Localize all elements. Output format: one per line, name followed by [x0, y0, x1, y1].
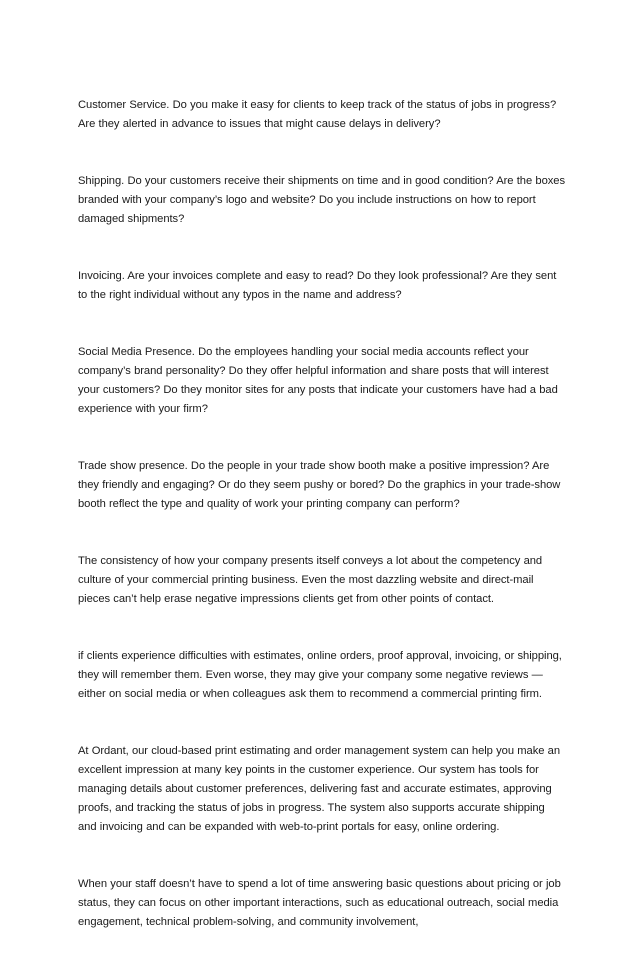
document-body: [78, 96, 566, 970]
paragraph-customer-service: Customer Service. Do you make it easy for clients to keep track of the status of jobs in progress? Are they alerted in advance to issues that might cause delays in delivery?: [78, 99, 557, 130]
paragraph-invoicing: Invoicing. Are your invoices complete and easy to read? Do they look professional? Are they sent to the right individual without any typos in the name and address?: [78, 270, 557, 301]
paragraph-social-media: Social Media Presence. Do the employees handling your social media accounts reflect your company’s brand personality? Do they offer helpful information and share posts that will interest your customers? Do they monitor sites for any posts that indicate your customers have had a bad experience with your firm?: [78, 346, 558, 415]
paragraph-trade-show: Trade show presence. Do the people in your trade show booth make a positive impression? Are they friendly and engaging? Or do they seem pushy or bored? Do the graphics in your trade-show booth reflect the type and quality of work your printing company can perform?: [78, 460, 561, 510]
paragraph-shipping: Shipping. Do your customers receive their shipments on time and in good condition? Are the boxes branded with your company’s logo and website? Do you include instructions on how to report damaged shipments?: [78, 175, 565, 225]
paragraph-ordant-system: At Ordant, our cloud-based print estimating and order management system can help you make an excellent impression at many key points in the customer experience. Our system has tools for managing details about customer preferences, delivering fast and accurate estimates, approving proofs, and tracking the status of jobs in progress. The system also supports accurate shipping and invoicing and can be expanded with web-to-print portals for easy, online ordering.: [78, 745, 561, 833]
paragraph-staff-focus: When your staff doesn’t have to spend a lot of time answering basic questions about pricing or job status, they can focus on other important interactions, such as educational outreach, social media engagement, technical problem-solving, and community involvement,: [78, 878, 561, 928]
paragraph-client-difficulties: if clients experience difficulties with estimates, online orders, proof approval, invoicing, or shipping, they will remember them. Even worse, they may give your company some negative reviews — either on social media or when colleagues ask them to recommend a commercial printing firm.: [78, 650, 562, 700]
paragraph-consistency: The consistency of how your company presents itself conveys a lot about the competency and culture of your commercial printing business. Even the most dazzling website and direct-mail pieces can’t help erase negative impressions clients get from other points of contact.: [78, 555, 543, 605]
